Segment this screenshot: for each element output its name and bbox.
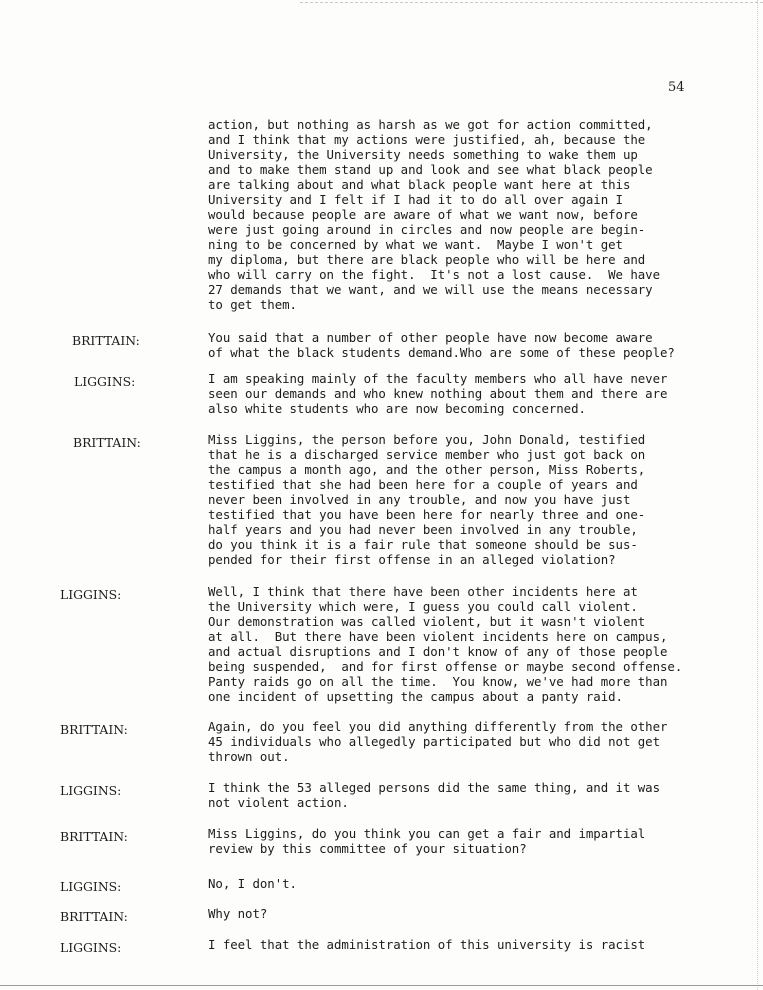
speech-text	[208, 432, 645, 567]
speech-line: at all. But there have been violent incidents here on campus,	[208, 629, 668, 644]
opening-line: would because people are aware of what we want now, before	[208, 207, 638, 222]
speaker-label: BRITTAIN:	[60, 909, 128, 924]
speaker-label: LIGGINS:	[60, 587, 122, 602]
speech-line: that he is a discharged service member who just got back on	[208, 447, 646, 462]
speech-text	[208, 719, 667, 764]
speech-line: Well, I think that there have been other incidents here at	[208, 584, 638, 599]
opening-line: to get them.	[208, 297, 297, 312]
opening-line: my diploma, but there are black people who will be here and	[208, 252, 646, 267]
opening-line: and to make them stand up and look and see what black people	[208, 162, 653, 177]
speech-line: half years and you had never been involved in any trouble,	[208, 522, 638, 537]
opening-line: action, but nothing as harsh as we got for action committed,	[208, 117, 653, 132]
speech-line: testified that she had been here for a couple of years and	[208, 477, 638, 492]
speech-text	[208, 371, 667, 416]
opening-paragraph	[208, 117, 660, 312]
speech-line: the campus a month ago, and the other person, Miss Roberts,	[208, 462, 646, 477]
speech-line: I feel that the administration of this university is racist	[208, 937, 646, 952]
speaker-label: BRITTAIN:	[73, 435, 141, 450]
opening-line: 27 demands that we want, and we will use the means necessary	[208, 282, 653, 297]
speech-line: 45 individuals who allegedly participated but who did not get	[208, 734, 660, 749]
speech-line: thrown out.	[208, 749, 290, 764]
speech-text	[208, 780, 660, 810]
speech-line: I think the 53 alleged persons did the same thing, and it was	[208, 780, 660, 795]
speaker-label: BRITTAIN:	[72, 333, 140, 348]
opening-line: University and I felt if I had it to do all over again I	[208, 192, 623, 207]
speech-line: I am speaking mainly of the faculty members who all have never	[208, 371, 668, 386]
scan-edge-bottom	[0, 985, 763, 986]
speech-line: Our demonstration was called violent, but it wasn't violent	[208, 614, 646, 629]
opening-line: University, the University needs something to wake them up	[208, 147, 638, 162]
speech-line: Panty raids go on all the time. You know, we've had more than	[208, 674, 668, 689]
scan-edge-right	[757, 0, 758, 990]
speech-line: of what the black students demand.Who are some of these people?	[208, 345, 675, 360]
speech-line: Miss Liggins, the person before you, John Donald, testified	[208, 432, 646, 447]
speech-line: seen our demands and who knew nothing about them and there are	[208, 386, 668, 401]
speech-line: also white students who are now becoming concerned.	[208, 401, 586, 416]
speech-text	[208, 584, 682, 704]
speaker-label: LIGGINS:	[60, 783, 122, 798]
speech-text	[208, 826, 645, 856]
speech-text	[208, 876, 297, 891]
speech-line: being suspended, and for first offense or maybe second offense.	[208, 659, 683, 674]
speech-line: You said that a number of other people have now become aware	[208, 330, 653, 345]
opening-line: ning to be concerned by what we want. Maybe I won't get	[208, 237, 623, 252]
speech-line: Why not?	[208, 906, 268, 921]
speech-line: one incident of upsetting the campus about a panty raid.	[208, 689, 623, 704]
speaker-label: LIGGINS:	[74, 374, 136, 389]
opening-line: and I think that my actions were justified, ah, because the	[208, 132, 646, 147]
speech-line: do you think it is a fair rule that someone should be sus-	[208, 537, 638, 552]
speech-line: the University which were, I guess you could call violent.	[208, 599, 638, 614]
speech-line: Miss Liggins, do you think you can get a fair and impartial	[208, 826, 646, 841]
speech-text	[208, 906, 267, 921]
speech-text	[208, 330, 675, 360]
speech-line: review by this committee of your situation?	[208, 841, 527, 856]
speech-line: testified that you have been here for nearly three and one-	[208, 507, 646, 522]
opening-line: are talking about and what black people want here at this	[208, 177, 631, 192]
speaker-label: LIGGINS:	[60, 879, 122, 894]
speaker-label: BRITTAIN:	[60, 829, 128, 844]
speech-line: No, I don't.	[208, 876, 297, 891]
speaker-label: BRITTAIN:	[60, 722, 128, 737]
speech-line: not violent action.	[208, 795, 349, 810]
speech-line: never been involved in any trouble, and now you have just	[208, 492, 631, 507]
page-number: 54	[668, 80, 685, 95]
speaker-label: LIGGINS:	[60, 940, 122, 955]
scan-edge-top	[300, 2, 763, 3]
speech-line: pended for their first offense in an alleged violation?	[208, 552, 616, 567]
speech-text	[208, 937, 645, 952]
opening-line: were just going around in circles and now people are begin-	[208, 222, 646, 237]
speech-line: and actual disruptions and I don't know of any of those people	[208, 644, 668, 659]
opening-line: who will carry on the fight. It's not a lost cause. We have	[208, 267, 660, 282]
speech-line: Again, do you feel you did anything differently from the other	[208, 719, 668, 734]
